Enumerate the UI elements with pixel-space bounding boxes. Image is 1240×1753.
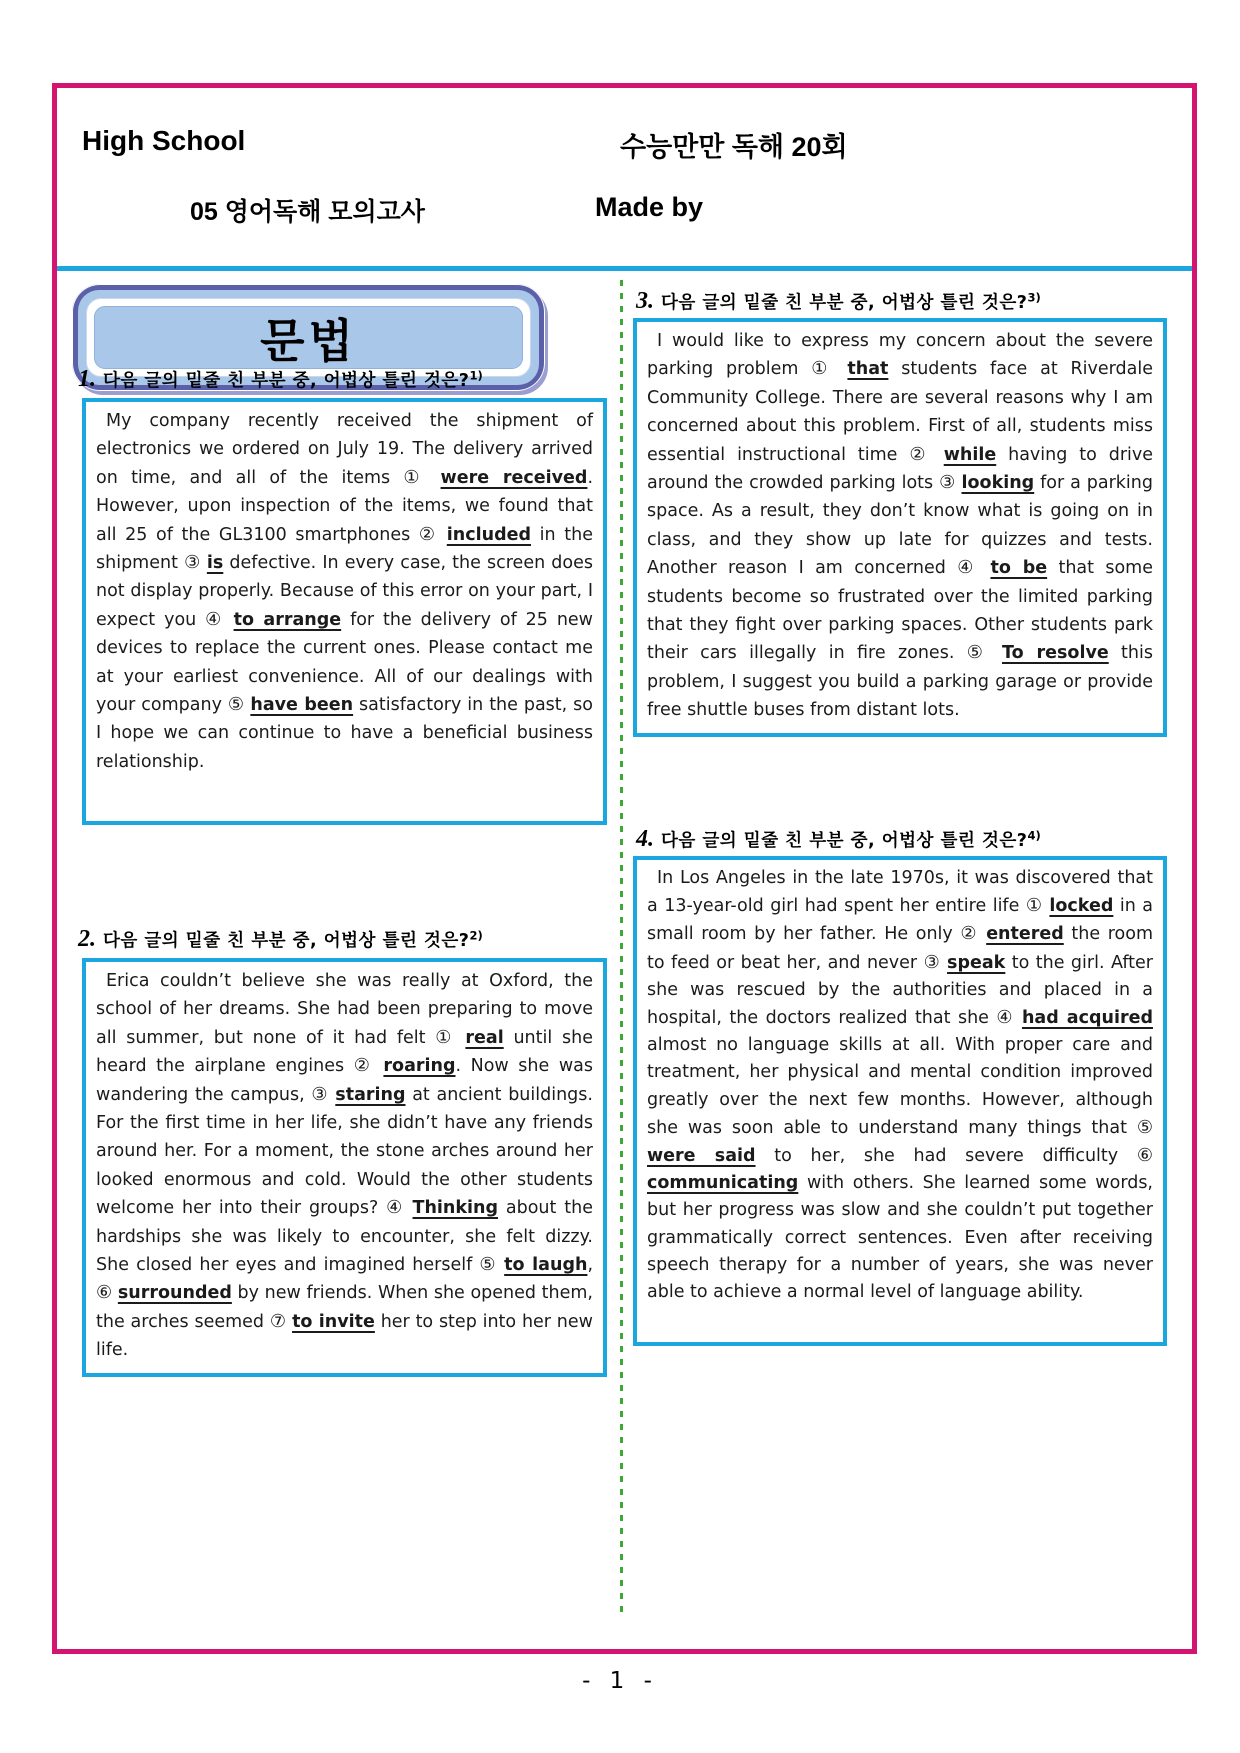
header-school-name: High School (82, 125, 246, 156)
underlined-choice: entered (986, 924, 1064, 945)
choice-marker: ⑥ (1136, 1145, 1153, 1167)
header-made-by: Made by (595, 192, 704, 222)
choice-marker: ③ (311, 1083, 329, 1105)
page-number: - 1 - (582, 1668, 658, 1694)
choice-marker: ⑦ (269, 1310, 287, 1332)
question-3-prompt: 다음 글의 밑줄 친 부분 중, 어법상 틀린 것은? (661, 293, 1028, 313)
question-4-number: 4. (636, 826, 654, 852)
question-3-header (636, 288, 1041, 315)
question-4-note-marker: 4) (1027, 828, 1041, 843)
question-2-note-marker: 2) (469, 928, 483, 943)
underlined-choice: to laugh (504, 1255, 588, 1276)
choice-marker: ② (960, 923, 979, 945)
underlined-choice: Thinking (412, 1198, 498, 1219)
choice-marker: ⑤ (227, 694, 245, 716)
header-divider-line (57, 266, 1192, 271)
question-4-passage-box: In Los Angeles in the late 1970s, it was discovered that a 13-year-old girl had spent her entire life ① locked in a small room by her father. He only ② entered the room to feed or beat her, and never ③ speak to the girl. After she was rescued by the authorities and placed in a hospital, the doctors realized that she ④ had acquired almost no language skills at all. With proper care and treatment, her physical and mental condition improved greatly over the next few months. However, although she was soon able to understand many things that ⑤ were said to her, she had severe difficulty ⑥ communicating with others. She learned some words, but her progress was slow and she couldn’t put together grammatically correct sentences. Even after receiving speech therapy for a number of years, she was never able to achieve a normal level of language ability. (633, 856, 1167, 1346)
choice-marker: ⑥ (96, 1282, 113, 1304)
question-4-prompt: 다음 글의 밑줄 친 부분 중, 어법상 틀린 것은? (661, 831, 1028, 851)
question-3-passage-box: I would like to express my concern about the severe parking problem ① that students face at Riverdale Community College. There are several reasons why I am concerned about this problem. First of all, students miss essential instructional time ② while having to drive around the crowded parking lots ③ looking for a parking space. As a result, they don’t know what is going on in class, and they show up late for quizzes and tests. Another reason I am concerned ④ to be that some students become so frustrated over the limited parking that they fight over parking spaces. Other students park their cars illegally in fire zones. ⑤ To resolve this problem, I suggest you build a parking garage or provide free shuttle buses from distant lots. (633, 318, 1167, 737)
choice-marker: ③ (184, 552, 201, 574)
question-3-number: 3. (636, 288, 654, 314)
choice-marker: ⑤ (966, 642, 990, 664)
choice-marker: ④ (205, 608, 225, 630)
choice-marker: ② (909, 443, 932, 465)
underlined-choice: speak (947, 952, 1006, 973)
question-2-passage-box: Erica couldn’t believe she was really at Oxford, the school of her dreams. She had been preparing to move all summer, but none of it had felt ① real until she heard the airplane engines ② roaring. Now she was wandering the campus, ③ staring at ancient buildings. For the first time in her life, she didn’t have any friends around her. For a moment, the stone arches around her looked enormous and cold. Would the other students welcome her into their groups? ④ Thinking about the hardships she was likely to encounter, she felt dizzy. She closed her eyes and imagined herself ⑤ to laugh, ⑥ surrounded by new friends. When she opened them, the arches seemed ⑦ to invite her to step into her new life. (82, 958, 607, 1377)
question-1-passage-box: My company recently received the shipment of electronics we ordered on July 19. The delivery arrived on time, and all of the items ① were received. However, upon inspection of the items, we found that all 25 of the GL3100 smartphones ② included in the shipment ③ is defective. In every case, the screen does not display properly. Because of this error on your part, I expect you ④ to arrange for the delivery of 25 new devices to replace the current ones. Please contact me at your earliest convenience. All of our dealings with your company ⑤ have been satisfactory in the past, so I hope we can continue to have a beneficial business relationship. (82, 398, 607, 825)
choice-marker: ③ (939, 472, 956, 494)
section-title: 문법 (260, 314, 357, 367)
underlined-choice: were said (647, 1146, 756, 1167)
badge-inner-panel (94, 306, 523, 369)
underlined-choice: to arrange (233, 609, 342, 630)
question-1-number: 1. (78, 366, 96, 392)
underlined-choice: looking (961, 473, 1035, 494)
choice-marker: ⑤ (479, 1254, 498, 1276)
underlined-choice: have been (250, 695, 354, 716)
choice-marker: ① (435, 1026, 456, 1048)
choice-marker: ② (418, 523, 439, 545)
choice-marker: ① (1025, 895, 1043, 917)
choice-marker: ⑤ (1136, 1116, 1153, 1138)
choice-marker: ③ (923, 951, 941, 973)
column-divider-dotted-line (620, 280, 623, 1618)
question-1-prompt: 다음 글의 밑줄 친 부분 중, 어법상 틀린 것은? (103, 371, 470, 391)
underlined-choice: were received (440, 467, 588, 488)
underlined-choice: roaring (383, 1056, 456, 1077)
header-exam-title: 05 영어독해 모의고사 (190, 198, 425, 226)
underlined-choice: that (847, 359, 889, 380)
question-2-header (78, 926, 483, 953)
choice-marker: ④ (996, 1007, 1015, 1029)
underlined-choice: communicating (647, 1173, 799, 1194)
underlined-choice: had acquired (1021, 1008, 1153, 1029)
question-4-header (636, 826, 1041, 853)
question-2-number: 2. (78, 926, 96, 952)
underlined-choice: surrounded (117, 1283, 232, 1304)
underlined-choice: staring (335, 1084, 406, 1105)
underlined-choice: real (465, 1027, 504, 1048)
underlined-choice: while (943, 444, 997, 465)
underlined-choice: locked (1049, 896, 1114, 917)
question-1-header (78, 366, 483, 393)
underlined-choice: included (446, 524, 531, 545)
question-3-note-marker: 3) (1027, 290, 1041, 305)
question-1-note-marker: 1) (469, 368, 483, 383)
choice-marker: ② (353, 1055, 374, 1077)
header-series-title: 수능만만 독해 20회 (620, 132, 848, 162)
choice-marker: ④ (386, 1197, 405, 1219)
underlined-choice: to be (990, 558, 1048, 579)
choice-marker: ④ (957, 557, 980, 579)
question-2-prompt: 다음 글의 밑줄 친 부분 중, 어법상 틀린 것은? (103, 931, 470, 951)
underlined-choice: is (206, 553, 224, 574)
choice-marker: ① (811, 358, 835, 380)
underlined-choice: To resolve (1002, 643, 1109, 664)
choice-marker: ① (403, 466, 428, 488)
underlined-choice: to invite (292, 1311, 375, 1332)
